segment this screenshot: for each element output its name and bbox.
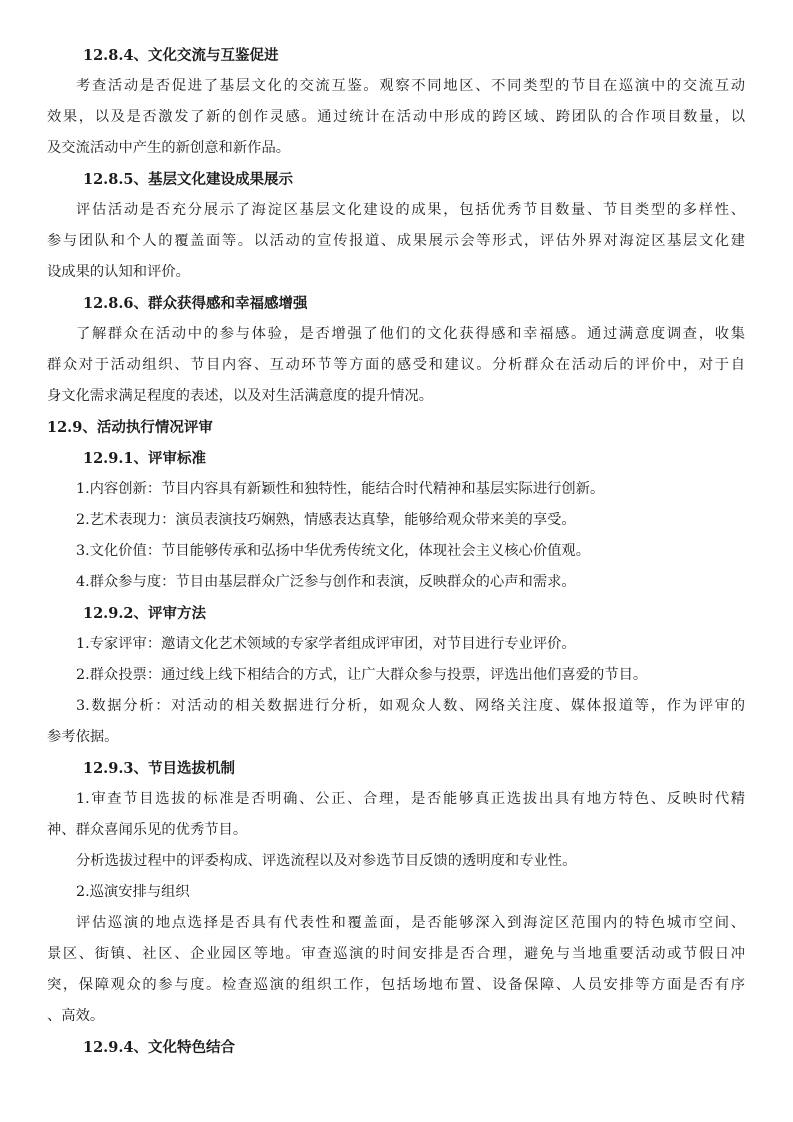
- list-item: 1.审查节目选拔的标准是否明确、公正、合理，是否能够真正选拔出具有地方特色、反映时代精: [76, 791, 745, 807]
- paragraph-line: 评估巡演的地点选择是否具有代表性和覆盖面，是否能够深入到海淀区范围内的特色城市空间、: [76, 915, 745, 931]
- paragraph-line: 身文化需求满足程度的表述，以及对生活满意度的提升情况。: [47, 388, 434, 404]
- heading-12-9: 12.9、活动执行情况评审: [47, 419, 213, 436]
- paragraph-line: 效果，以及是否激发了新的创作灵感。通过统计在活动中形成的跨区域、跨团队的合作项目数量，以: [47, 109, 745, 125]
- paragraph-line: 神、群众喜闻乐见的优秀节目。: [47, 822, 248, 838]
- list-item: 3.数据分析：对活动的相关数据进行分析，如观众人数、网络关注度、媒体报道等，作为评审的: [76, 698, 745, 714]
- paragraph-line: 群众对于活动组织、节目内容、互动环节等方面的感受和建议。分析群众在活动后的评价中，对于自: [47, 357, 745, 373]
- heading-12-8-4: 12.8.4、文化交流与互鉴促进: [83, 47, 279, 64]
- paragraph-line: 突，保障观众的参与度。检查巡演的组织工作，包括场地布置、设备保障、人员安排等方面是否有序: [47, 977, 745, 993]
- list-item: 1.专家评审：邀请文化艺术领域的专家学者组成评审团，对节目进行专业评价。: [76, 636, 576, 652]
- paragraph-line: 设成果的认知和评价。: [47, 264, 190, 280]
- list-item: 2.艺术表现力：演员表演技巧娴熟，情感表达真挚，能够给观众带来美的享受。: [76, 512, 576, 528]
- paragraph-line: 景区、街镇、社区、企业园区等地。审查巡演的时间安排是否合理，避免与当地重要活动或节假日冲: [47, 946, 745, 962]
- heading-12-8-6: 12.8.6、群众获得感和幸福感增强: [83, 295, 308, 312]
- paragraph-line: 及交流活动中产生的新创意和新作品。: [47, 140, 291, 156]
- list-item: 2.群众投票：通过线上线下相结合的方式，让广大群众参与投票，评选出他们喜爱的节目。: [76, 667, 648, 683]
- list-item: 2.巡演安排与组织: [76, 884, 190, 900]
- heading-12-9-1: 12.9.1、评审标准: [83, 450, 206, 467]
- heading-12-9-2: 12.9.2、评审方法: [83, 605, 206, 622]
- paragraph-line: 参考依据。: [47, 729, 119, 745]
- list-item: 3.文化价值：节目能够传承和弘扬中华优秀传统文化，体现社会主义核心价值观。: [76, 543, 591, 559]
- heading-12-9-4: 12.9.4、文化特色结合: [83, 1039, 235, 1056]
- list-item: 4.群众参与度：节目由基层群众广泛参与创作和表演，反映群众的心声和需求。: [76, 574, 576, 590]
- paragraph-line: 参与团队和个人的覆盖面等。以活动的宣传报道、成果展示会等形式，评估外界对海淀区基层文化建: [47, 233, 745, 249]
- heading-12-9-3: 12.9.3、节目选拔机制: [83, 760, 235, 777]
- paragraph-line: 评估活动是否充分展示了海淀区基层文化建设的成果，包括优秀节目数量、节目类型的多样性、: [76, 202, 745, 218]
- paragraph-line: 分析选拔过程中的评委构成、评选流程以及对参选节目反馈的透明度和专业性。: [76, 853, 577, 869]
- document-body: [47, 40, 745, 1063]
- paragraph-line: 考查活动是否促进了基层文化的交流互鉴。观察不同地区、不同类型的节目在巡演中的交流互动: [76, 78, 745, 94]
- list-item: 1.内容创新：节目内容具有新颖性和独特性，能结合时代精神和基层实际进行创新。: [76, 481, 605, 497]
- heading-12-8-5: 12.8.5、基层文化建设成果展示: [83, 171, 293, 188]
- paragraph-line: 了解群众在活动中的参与体验，是否增强了他们的文化获得感和幸福感。通过满意度调查，收集: [76, 326, 745, 342]
- paragraph-line: 、高效。: [47, 1008, 105, 1024]
